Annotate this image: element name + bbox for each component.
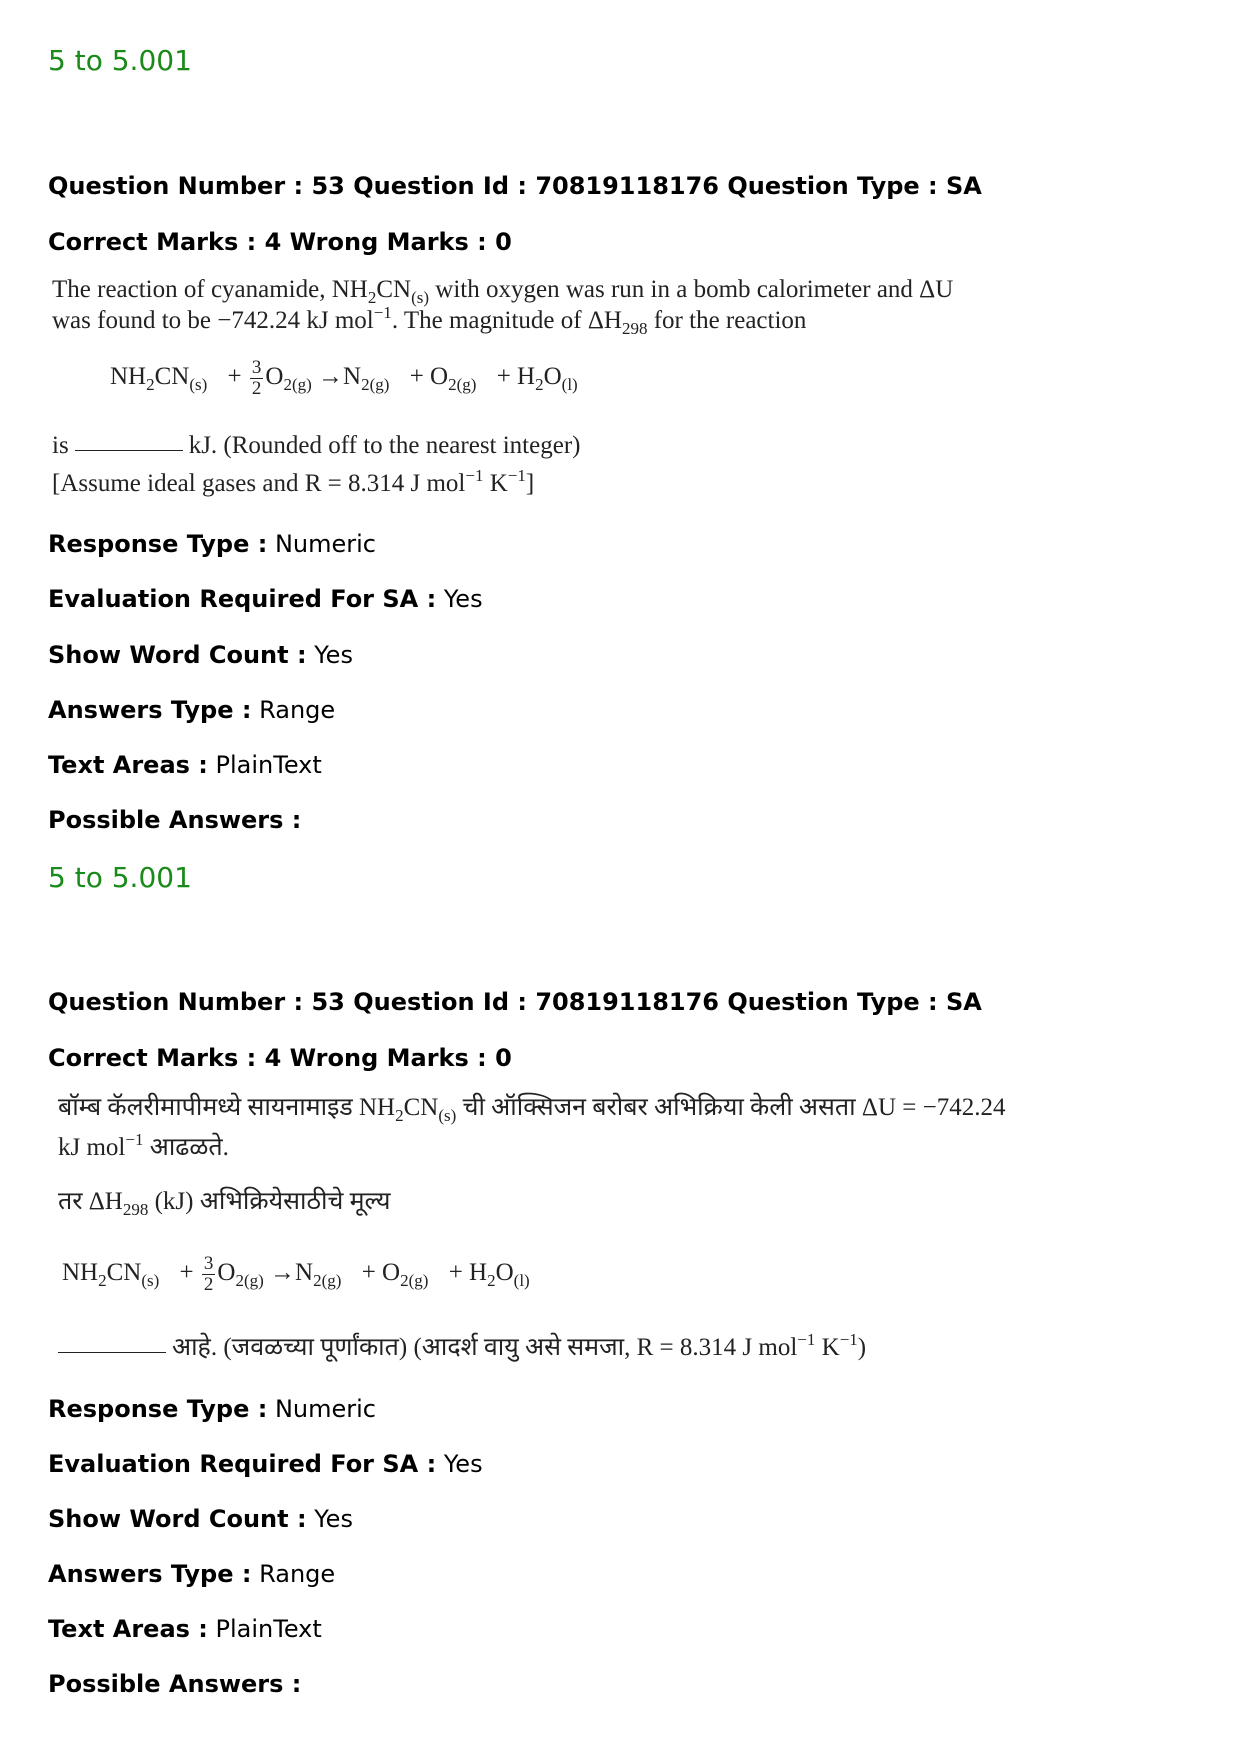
answers-type: Answers Type : Range — [48, 696, 336, 724]
possible-answer: 5 to 5.001 — [48, 861, 192, 894]
text-areas: Text Areas : PlainText — [48, 1615, 322, 1643]
marks-line: Correct Marks : 4 Wrong Marks : 0 — [48, 228, 512, 256]
fraction-three-halves: $\frac{3}{2}$ — [251, 357, 262, 399]
question-text-line-1: The reaction of cyanamide, $NH_2CN_{(s)}$ with oxygen was run in a bomb calorimeter and ΔU — [52, 276, 954, 307]
evaluation-required: Evaluation Required For SA : Yes — [48, 1450, 483, 1478]
question-text-line-2: was found to be −742.24 kJ mol$^{-1}$. The magnitude of $\Delta H_{298}$ for the reaction — [52, 303, 807, 338]
fraction-three-halves: $\frac{3}{2}$ — [203, 1253, 214, 1295]
reaction-equation: $NH_2CN_{(s)}$ + $\frac{3}{2}$ $O_{2(g)} \to N_{2(g)} + O_{2(g)} + H_2O_{(l)}$ — [110, 357, 578, 399]
possible-answers-label: Possible Answers : — [48, 1670, 302, 1698]
question-text-line-3: तर $\Delta H_{298}$ (kJ) अभिक्रियेसाठीचे मूल्य — [58, 1188, 391, 1219]
question-text-line-2: kJ mol$^{-1}$ आढळते. — [58, 1130, 229, 1161]
reaction-equation: $NH_2CN_{(s)}$ + $\frac{3}{2}$ $O_{2(g)} \to N_{2(g)} + O_{2(g)} + H_2O_{(l)}$ — [62, 1253, 530, 1295]
answer-blank — [75, 450, 183, 451]
question-header: Question Number : 53 Question Id : 70819118176 Question Type : SA — [48, 988, 982, 1016]
show-word-count: Show Word Count : Yes — [48, 1505, 353, 1533]
top-possible-answer: 5 to 5.001 — [48, 44, 192, 77]
answers-type: Answers Type : Range — [48, 1560, 336, 1588]
marks-line: Correct Marks : 4 Wrong Marks : 0 — [48, 1044, 512, 1072]
question-header: Question Number : 53 Question Id : 70819118176 Question Type : SA — [48, 172, 982, 200]
text-areas: Text Areas : PlainText — [48, 751, 322, 779]
response-type: Response Type : Numeric — [48, 530, 376, 558]
answer-blank — [58, 1352, 166, 1353]
evaluation-required: Evaluation Required For SA : Yes — [48, 585, 483, 613]
question-text-line-4: आहे. (जवळच्या पूर्णांकात) (आदर्श वायु असे समजा, R = 8.314 J mol$^{-1}$ $K^{-1}$) — [58, 1334, 866, 1363]
possible-answers-label: Possible Answers : — [48, 806, 302, 834]
question-text-line-1: बॉम्ब कॅलरीमापीमध्ये सायनामाइड $NH_2CN_{(s)}$ ची ऑक्सिजन बरोबर अभिक्रिया केली असता ΔU = −742.24 — [58, 1094, 1006, 1125]
show-word-count: Show Word Count : Yes — [48, 641, 353, 669]
question-text-line-4: [Assume ideal gases and R = 8.314 J mol$^{-1}$ $K^{-1}$] — [52, 466, 535, 497]
question-text-line-3: is kJ. (Rounded off to the nearest integer) — [52, 432, 581, 459]
response-type: Response Type : Numeric — [48, 1395, 376, 1423]
